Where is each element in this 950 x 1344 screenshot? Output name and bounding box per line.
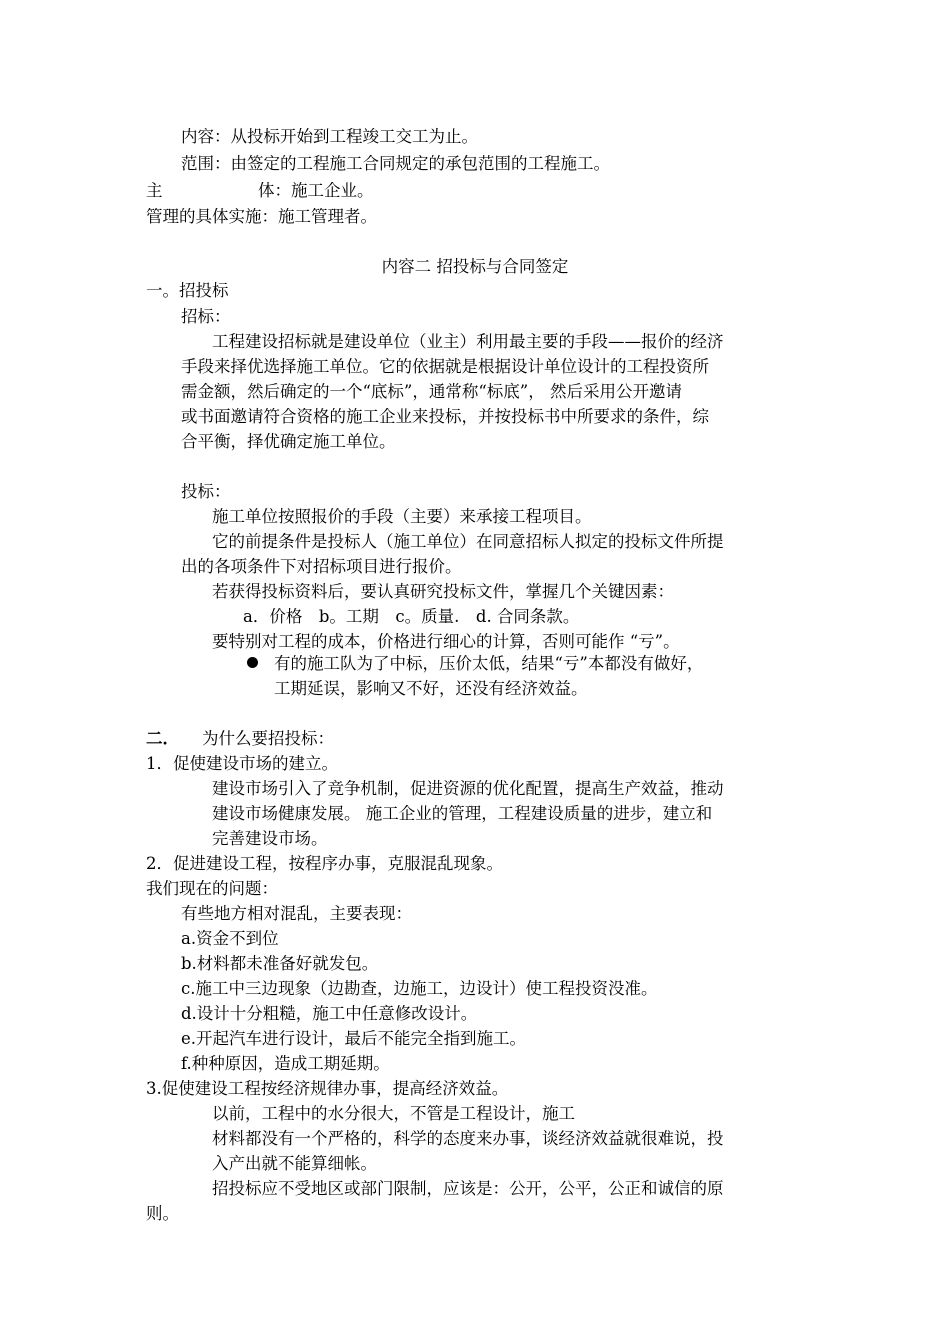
part2-heading-text: 为什么要招投标： <box>202 729 334 748</box>
part1-heading: 一。招投标 <box>146 281 229 300</box>
zhaobiao-line-1: 工程建设招标就是建设单位（业主）利用最主要的手段——报价的经济 <box>212 332 724 351</box>
toubiao-line-1: 施工单位按照报价的手段（主要）来承接工程项目。 <box>212 507 592 526</box>
zhaobiao-line-2: 手段来择优选择施工单位。它的依据就是根据设计单位设计的工程投资所 <box>181 357 709 376</box>
problems-label: 我们现在的问题： <box>146 879 278 898</box>
problem-item: b.材料都未准备好就发包。 <box>181 954 379 973</box>
point3-title: 3.促使建设工程按经济规律办事，提高经济效益。 <box>146 1079 509 1098</box>
part2-heading-number: 二． <box>146 729 179 748</box>
point3-line-3: 入产出就不能算细帐。 <box>212 1154 377 1173</box>
toubiao-line-3: 出的各项条件下对招标项目进行报价。 <box>181 557 462 576</box>
point3-line-2: 材料都没有一个严格的，科学的态度来办事，谈经济效益就很难说，投 <box>212 1129 724 1148</box>
problem-item: a.资金不到位 <box>181 929 279 948</box>
bullet-line-1: 有的施工队为了中标，压价太低，结果“亏”本都没有做好， <box>274 654 704 673</box>
problem-item: e.开起汽车进行设计，最后不能完全指到施工。 <box>181 1029 527 1048</box>
intro-manager-line: 管理的具体实施：施工管理者。 <box>146 207 377 226</box>
point1-line-2: 建设市场健康发展。 施工企业的管理，工程建设质量的进步，建立和 <box>212 804 713 823</box>
intro-content-line: 内容：从投标开始到工程竣工交工为止。 <box>181 127 478 146</box>
zhaobiao-line-3: 需金额，然后确定的一个“底标”，通常称“标底”， 然后采用公开邀请 <box>181 382 682 401</box>
point3-line-4: 招投标应不受地区或部门限制，应该是：公开，公平，公正和诚信的原 <box>212 1179 724 1198</box>
point3-line-5: 则。 <box>146 1204 179 1223</box>
toubiao-line-5: 要特别对工程的成本，价格进行细心的计算，否则可能作 “亏”。 <box>212 632 680 651</box>
bullet-icon <box>247 657 258 668</box>
intro-subject-value: 体：施工企业。 <box>258 181 374 200</box>
intro-scope-line: 范围：由签定的工程施工合同规定的承包范围的工程施工。 <box>181 154 610 173</box>
point1-line-1: 建设市场引入了竞争机制，促进资源的优化配置，提高生产效益，推动 <box>212 779 724 798</box>
problem-item: c.施工中三边现象（边勘查，边施工，边设计）使工程投资没准。 <box>181 979 658 998</box>
bullet-line-2: 工期延误，影响又不好，还没有经济效益。 <box>274 679 588 698</box>
intro-subject-label: 主 <box>146 181 163 200</box>
problems-intro: 有些地方相对混乱，主要表现： <box>181 904 412 923</box>
point1-line-3: 完善建设市场。 <box>212 829 328 848</box>
point3-line-1: 以前，工程中的水分很大，不管是工程设计，施工 <box>212 1104 575 1123</box>
key-factors: a．价格 b。工期 c。质量. d. 合同条款。 <box>243 607 580 626</box>
zhaobiao-label: 招标： <box>181 307 231 326</box>
point1-title: 1．促使建设市场的建立。 <box>146 754 338 773</box>
toubiao-line-2: 它的前提条件是投标人（施工单位）在同意招标人拟定的投标文件所提 <box>212 532 724 551</box>
section-title: 内容二 招投标与合同签定 <box>381 257 569 276</box>
zhaobiao-line-5: 合平衡，择优确定施工单位。 <box>181 432 396 451</box>
problem-item: d.设计十分粗糙，施工中任意修改设计。 <box>181 1004 478 1023</box>
toubiao-line-4: 若获得投标资料后，要认真研究投标文件，掌握几个关键因素： <box>212 582 674 601</box>
problem-item: f.种种原因，造成工期延期。 <box>181 1054 390 1073</box>
zhaobiao-line-4: 或书面邀请符合资格的施工企业来投标，并按投标书中所要求的条件，综 <box>181 407 709 426</box>
toubiao-label: 投标： <box>181 482 231 501</box>
point2-title: 2．促进建设工程，按程序办事，克服混乱现象。 <box>146 854 503 873</box>
